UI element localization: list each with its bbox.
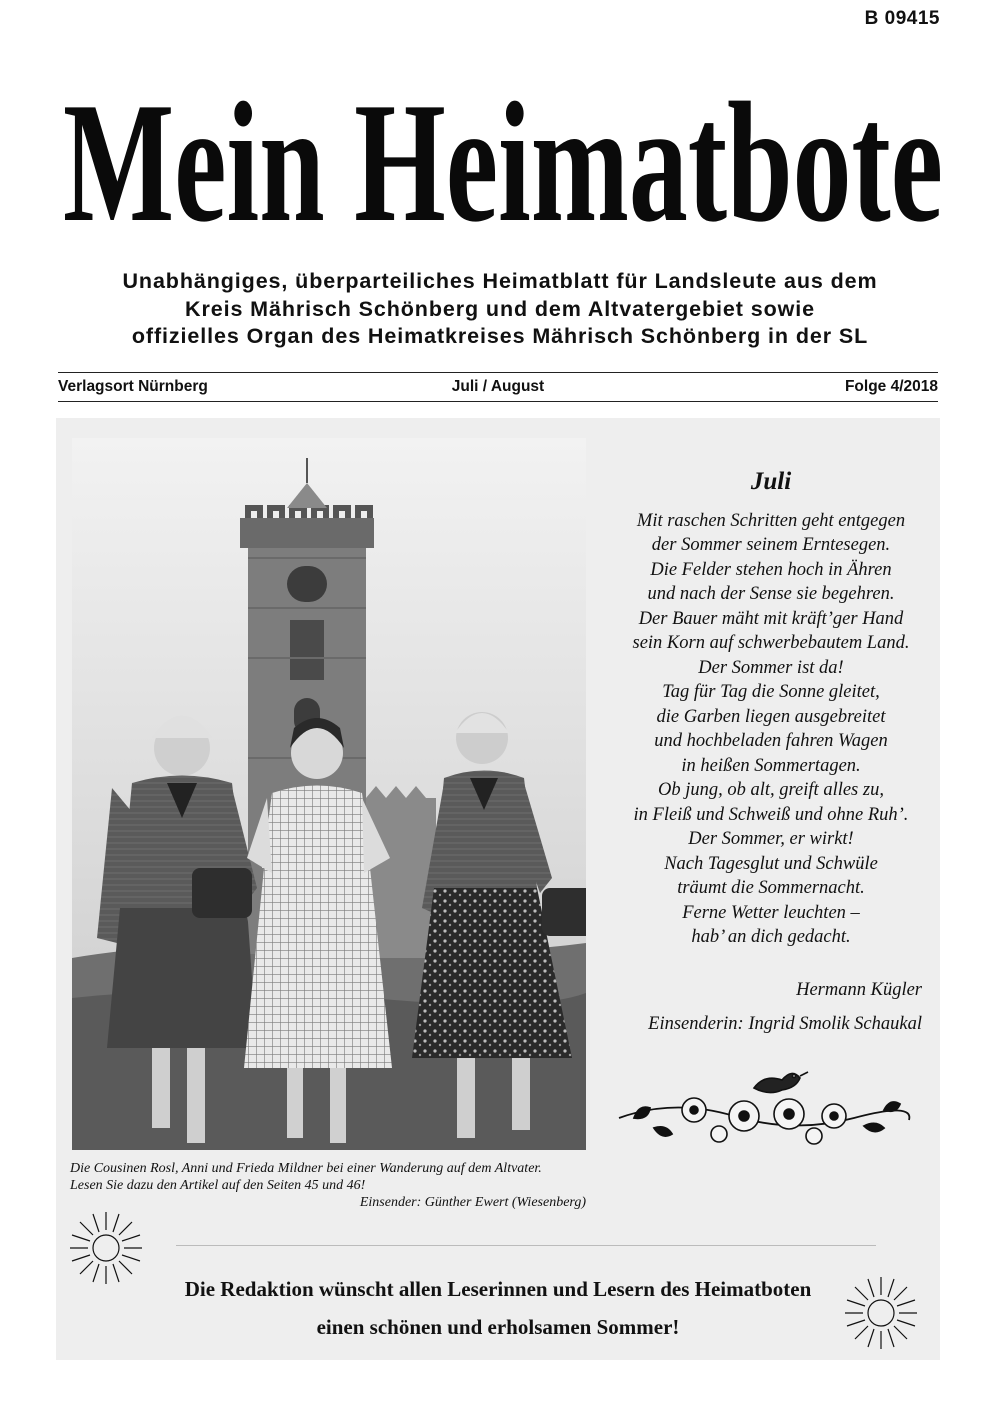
poem-line: sein Korn auf schwerbebautem Land. [632,633,910,653]
poem-line: in Fleiß und Schweiß und ohne Ruh’. [633,804,909,825]
poem-line: und hochbeladen fahren Wagen [654,731,888,751]
publishing-place: Verlagsort Nürnberg [58,378,208,395]
subtitle-line: Unabhängiges, überparteiliches Heimatblatt für Landsleute aus dem [122,269,878,293]
poem-line: Die Felder stehen hoch in Ähren [650,559,892,580]
poem-line: Der Sommer ist da! [698,657,844,678]
poem-line: Der Sommer, er wirkt! [688,829,854,849]
subtitle-line: Kreis Mährisch Schönberg und dem Altvatergebiet sowie [185,296,815,321]
poem-submitter: Einsenderin: Ingrid Smolik Schaukal [648,1014,922,1034]
caption-line: Die Cousinen Rosl, Anni und Frieda Mildner bei einer Wanderung auf dem Altvater. [70,1161,542,1176]
poem-line: Tag für Tag die Sonne gleitet, [662,682,880,702]
greeting-line: einen schönen und erholsamen Sommer! [316,1315,680,1339]
poem-line: Der Bauer mäht mit kräft’ger Hand [638,608,904,629]
issue-info-bar [58,372,938,402]
poem-author: Hermann Kügler [796,980,922,1000]
caption-line: Lesen Sie dazu den Artikel auf den Seiten 45 und 46! [70,1178,366,1193]
poem-line: Mit raschen Schritten geht entgegen [636,510,906,531]
summer-greeting [56,1270,940,1346]
caption-sender: Einsender: Günther Ewert (Wiesenberg) [359,1195,586,1210]
cover-photo [72,438,586,1150]
issue-month: Juli / August [451,378,545,395]
poem-line: Nach Tagesglut und Schwüle [664,853,878,874]
poem-line: und nach der Sense sie begehren. [647,584,895,604]
poem-line: in heißen Sommertagen. [681,755,861,776]
poem-line: träumt die Sommernacht. [677,878,865,898]
greeting-divider [176,1245,876,1246]
poem-line: die Garben liegen ausgebreitet [656,706,886,727]
poem-line: Ob jung, ob alt, greift alles zu, [658,780,884,800]
poem-line: der Sommer seinem Erntesegen. [651,535,891,555]
greeting-line: Die Redaktion wünscht allen Leserinnen und Lesern des Heimatboten [184,1277,812,1301]
floral-bird-ornament [614,1058,914,1158]
poem-line: Ferne Wetter leuchten – [682,902,860,923]
cover-panel [56,418,940,1360]
issue-number: Folge 4/2018 [844,378,938,395]
subtitle [40,268,960,351]
poem-title: Juli [750,468,792,495]
photo-caption [70,1160,590,1211]
masthead-title: Mein Heimatbote [63,68,943,258]
poem [606,470,936,950]
subtitle-line: offizielles Organ des Heimatkreises Mährisch Schönberg in der SL [131,324,869,348]
publication-code: B 09415 [864,8,940,29]
bird-icon [754,1072,808,1093]
masthead-logo [58,30,948,265]
poem-line: hab’ an dich gedacht. [691,927,851,947]
